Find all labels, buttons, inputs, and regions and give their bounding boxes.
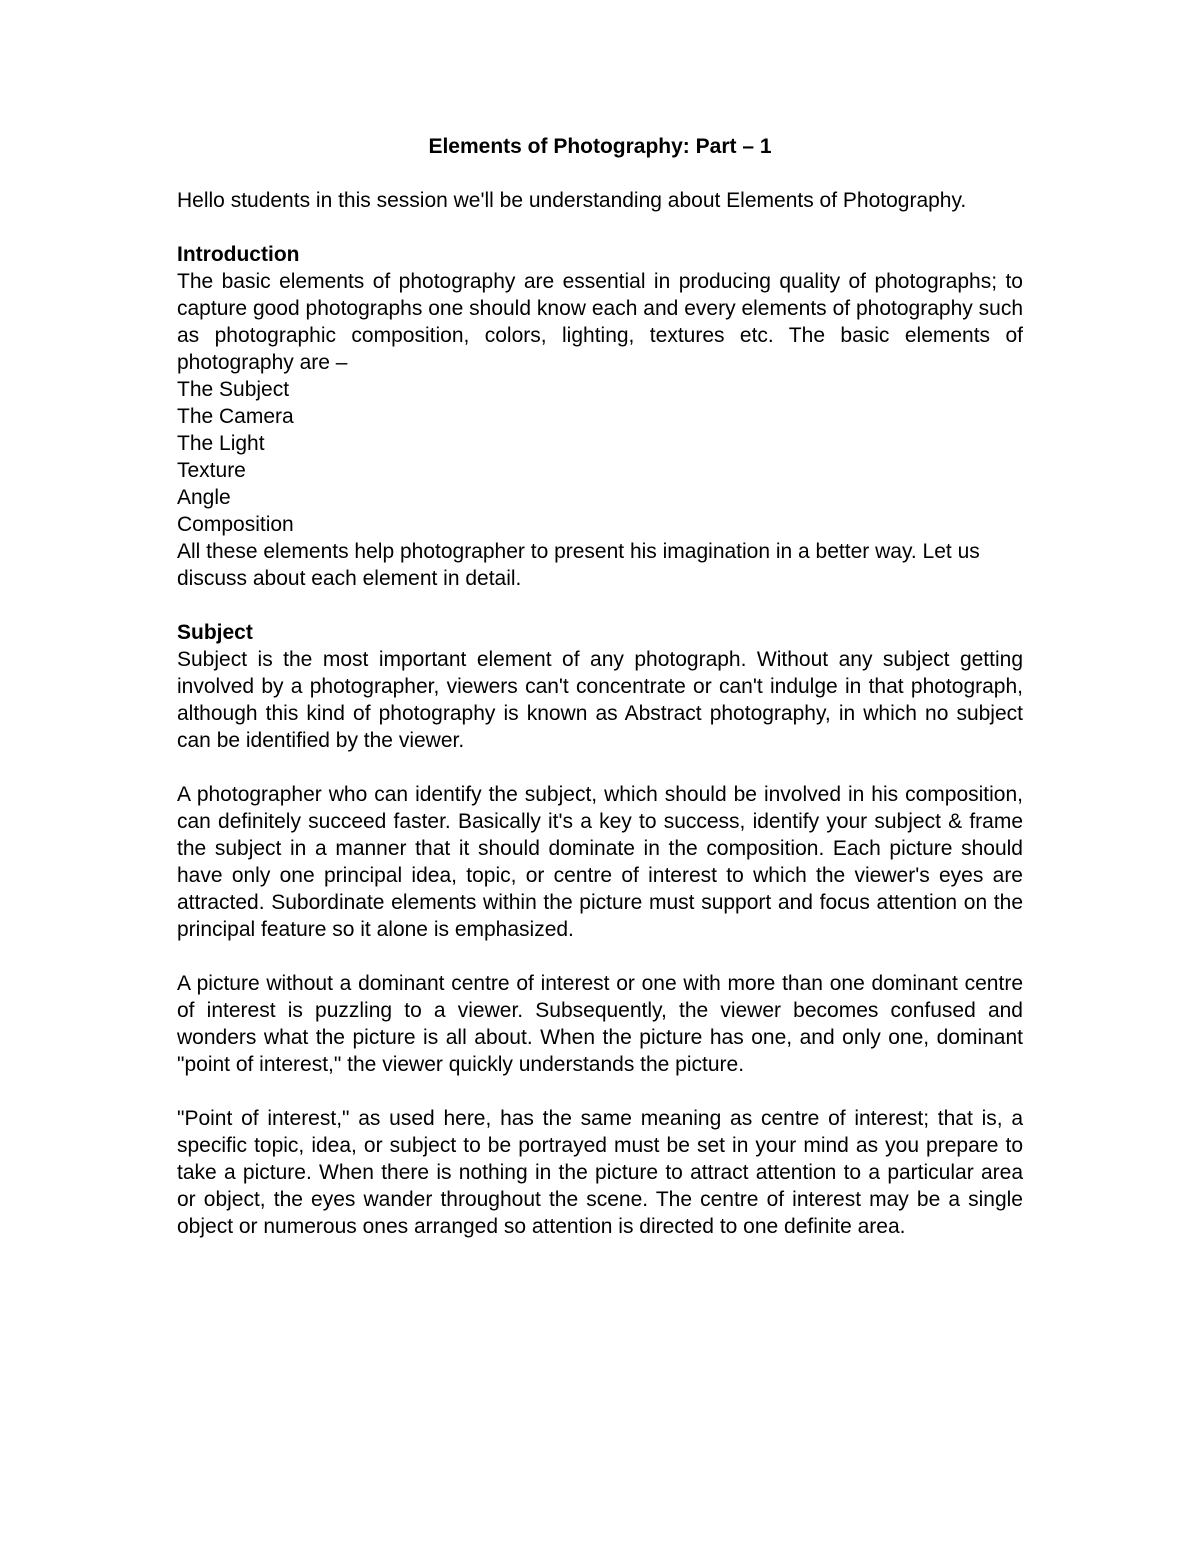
greeting-paragraph: Hello students in this session we'll be understanding about Elements of Photography.	[177, 189, 967, 212]
spacer	[177, 1078, 1023, 1105]
document-title: Elements of Photography: Part – 1	[428, 135, 772, 158]
spacer	[177, 214, 1023, 241]
list-item: Texture	[177, 459, 246, 482]
spacer	[177, 754, 1023, 781]
list-item: The Light	[177, 432, 265, 455]
subject-paragraph-4: "Point of interest," as used here, has the same meaning as centre of interest; that is, a specific topic, idea, or subject to be portrayed must be set in your mind as you prepare to take a picture. When there is nothing in the picture to attract attention to a particular area or object, the eyes wander throughout the scene. The centre of interest may be a single object or numerous ones arranged so attention is directed to one definite area.	[177, 1107, 1023, 1238]
list-item: Composition	[177, 513, 294, 536]
list-item: Angle	[177, 486, 231, 509]
subject-paragraph-2: A photographer who can identify the subject, which should be involved in his composition, can definitely succeed faster. Basically it's a key to success, identify your subject & frame the subject in a manner that it should dominate in the composition. Each picture should have only one principal idea, topic, or centre of interest to which the viewer's eyes are attracted. Subordinate elements within the picture must support and focus attention on the principal feature so it alone is emphasized.	[177, 783, 1023, 941]
introduction-paragraph: The basic elements of photography are essential in producing quality of photographs; to capture good photographs one should know each and every elements of photography such as photographic composition, colors, lighting, textures etc. The basic elements of photography are –	[177, 270, 1023, 374]
list-item: The Subject	[177, 378, 290, 401]
section-heading-introduction: Introduction	[177, 243, 300, 266]
subject-paragraph-1: Subject is the most important element of any photograph. Without any subject getting involved by a photographer, viewers can't concentrate or can't indulge in that photograph, although this kind of photography is known as Abstract photography, in which no subject can be identified by the viewer.	[177, 648, 1023, 752]
list-item: The Camera	[177, 405, 294, 428]
elements-list	[177, 376, 1023, 538]
introduction-closing-paragraph: All these elements help photographer to present his imagination in a better way. Let us discuss about each element in detail.	[177, 540, 980, 590]
document-content	[177, 133, 1023, 1240]
spacer	[177, 592, 1023, 619]
subject-paragraph-3: A picture without a dominant centre of interest or one with more than one dominant centre of interest is puzzling to a viewer. Subsequently, the viewer becomes confused and wonders what the picture is all about. When the picture has one, and only one, dominant "point of interest," the viewer quickly understands the picture.	[177, 972, 1023, 1076]
spacer	[177, 943, 1023, 970]
section-heading-subject: Subject	[177, 621, 253, 644]
